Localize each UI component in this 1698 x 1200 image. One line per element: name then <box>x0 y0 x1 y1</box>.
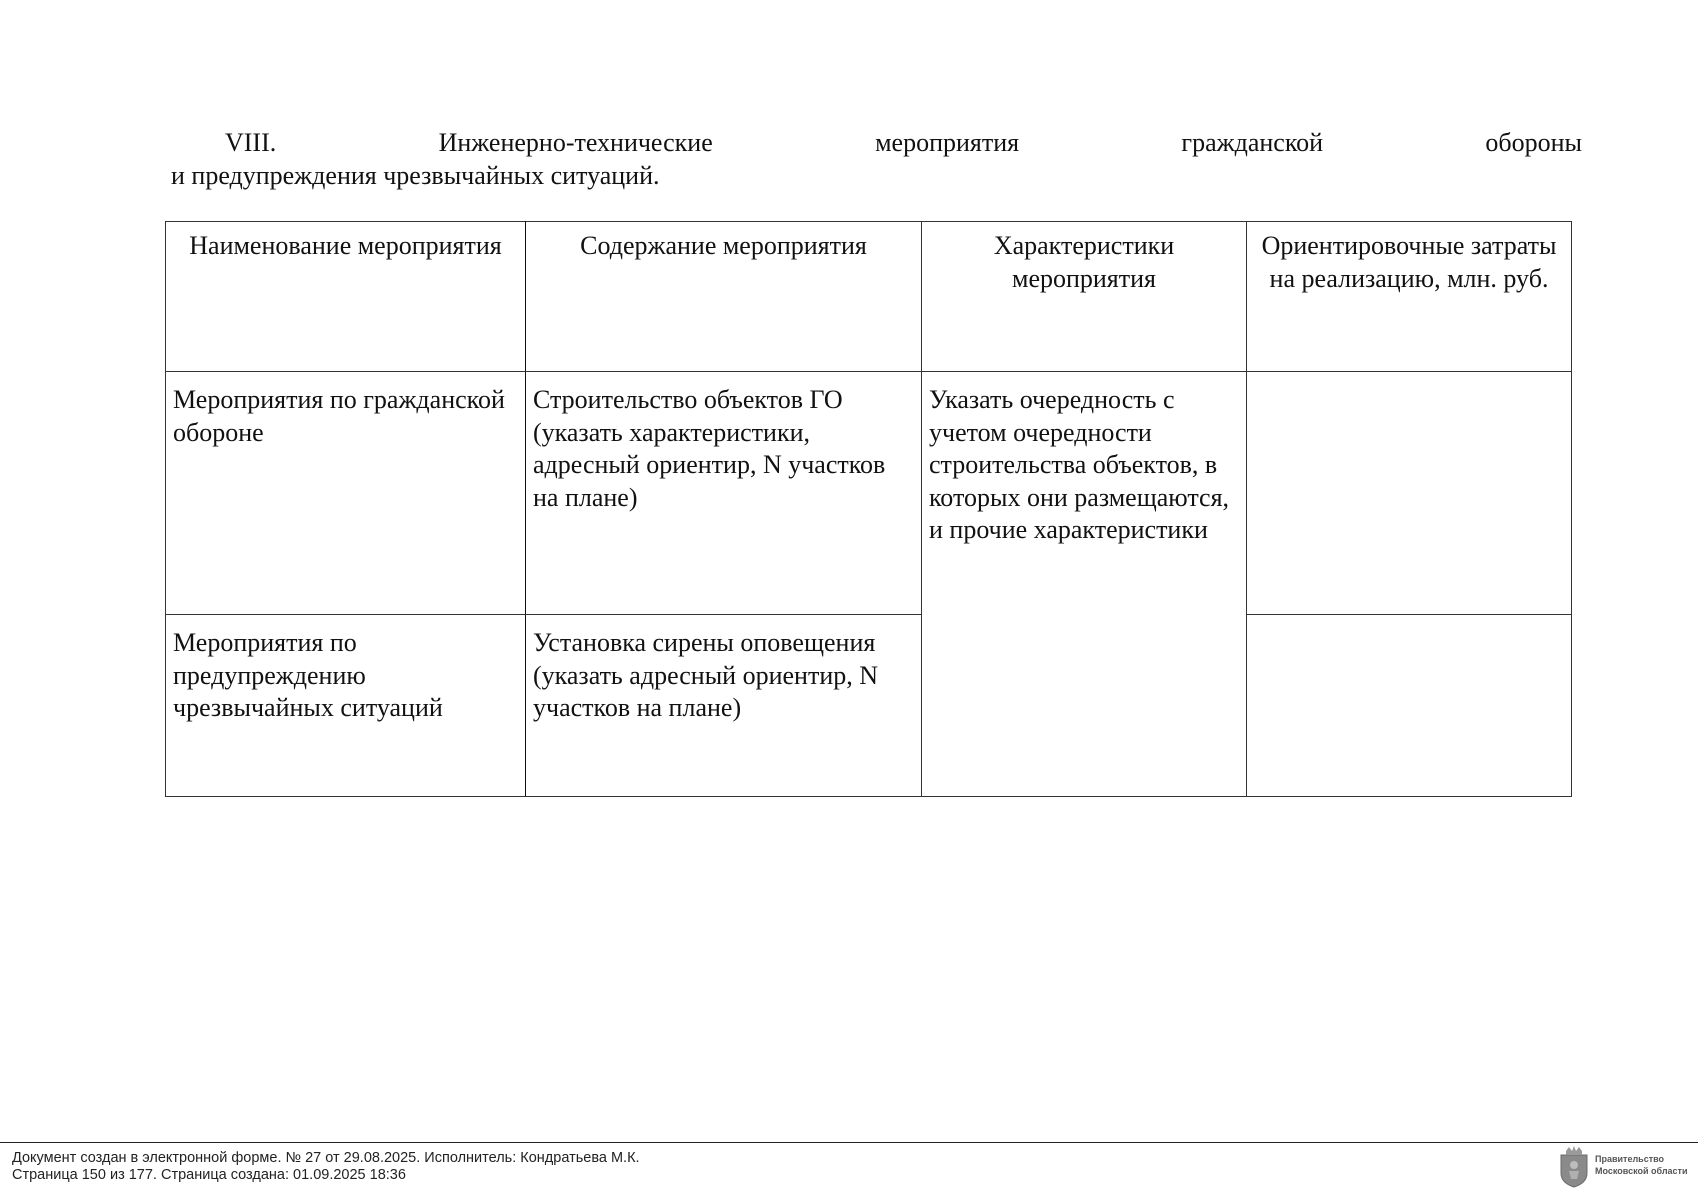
row-name-cell: Мероприятия по гражданской обороне <box>166 372 526 615</box>
heading-word: гражданской <box>1181 128 1324 157</box>
row-content-cell: Установка сирены оповещения (указать адресный ориентир, N участков на плане) <box>526 615 922 797</box>
heading-word: Инженерно-технические <box>438 128 713 157</box>
footer-line1: Документ создан в электронной форме. № 27 от 29.08.2025. Исполнитель: Кондратьева М.К. <box>12 1150 640 1166</box>
header-cost: Ориентировочные затраты на реализацию, млн. руб. <box>1247 222 1572 372</box>
measures-table <box>165 221 1572 797</box>
section-heading-line1 <box>171 126 1582 159</box>
heading-word: обороны <box>1485 128 1582 157</box>
logo-line2: Московской области <box>1595 1166 1688 1176</box>
coat-of-arms-icon <box>1557 1145 1591 1189</box>
header-content: Содержание мероприятия <box>526 222 922 372</box>
logo-line1: Правительство <box>1595 1154 1665 1164</box>
table-row <box>166 372 1572 615</box>
row-content-cell: Строительство объектов ГО (указать характеристики, адресный ориентир, N участков на плане) <box>526 372 922 615</box>
table-row <box>166 615 1572 797</box>
row-cost-cell <box>1247 615 1572 797</box>
section-heading <box>171 126 1582 192</box>
footer-text <box>12 1150 640 1184</box>
section-number: VIII. <box>225 128 277 157</box>
row-name-cell: Мероприятия по предупреждению чрезвычайных ситуаций <box>166 615 526 797</box>
section-heading-line2: и предупреждения чрезвычайных ситуаций. <box>171 161 660 190</box>
table-header-row <box>166 222 1572 372</box>
row-cost-cell <box>1247 372 1572 615</box>
header-name: Наименование мероприятия <box>166 222 526 372</box>
logo-text <box>1595 1153 1688 1177</box>
footer-line2: Страница 150 из 177. Страница создана: 01.09.2025 18:36 <box>12 1167 406 1183</box>
row-characteristics-cell: Указать очередность с учетом очередности строительства объектов, в которых они размещаются, и прочие характеристики <box>922 372 1247 797</box>
heading-word: мероприятия <box>875 128 1020 157</box>
government-logo <box>1555 1144 1695 1190</box>
header-characteristics: Характеристики мероприятия <box>922 222 1247 372</box>
